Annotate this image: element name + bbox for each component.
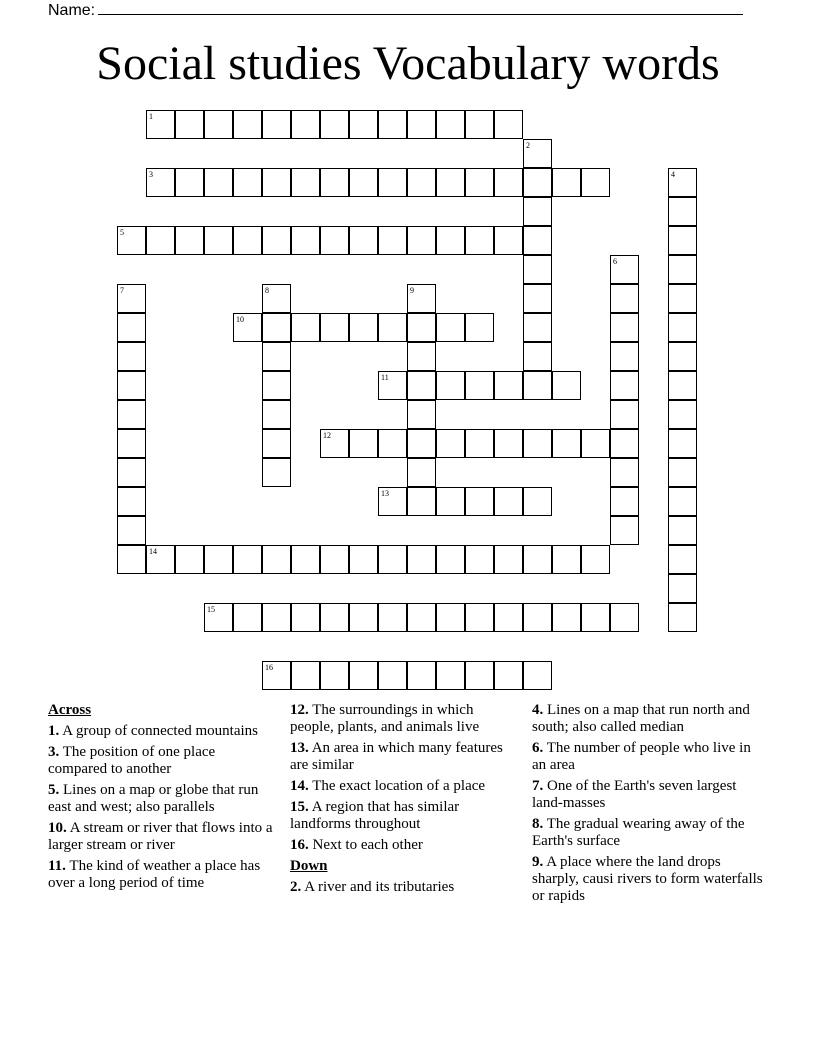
clue-across-5: 5. Lines on a map or globe that run east and west; also parallels bbox=[48, 782, 259, 815]
crossword-cell[interactable] bbox=[349, 661, 378, 690]
clue-number: 2 bbox=[526, 141, 530, 150]
crossword-cell[interactable] bbox=[204, 110, 233, 139]
crossword-cell[interactable] bbox=[523, 139, 552, 168]
crossword-cell[interactable] bbox=[552, 603, 581, 632]
crossword-cell[interactable] bbox=[465, 429, 494, 458]
crossword-cell[interactable] bbox=[494, 545, 523, 574]
crossword-cell[interactable] bbox=[610, 603, 639, 632]
crossword-cell[interactable] bbox=[146, 226, 175, 255]
crossword-cell[interactable] bbox=[291, 603, 320, 632]
crossword-cell[interactable] bbox=[610, 371, 639, 400]
clue-across-10: 10. A stream or river that flows into a larger stream or river bbox=[48, 820, 273, 853]
crossword-cell[interactable] bbox=[262, 400, 291, 429]
crossword-cell[interactable] bbox=[581, 429, 610, 458]
crossword-cell[interactable] bbox=[465, 110, 494, 139]
clue-across-16: 16. Next to each other bbox=[290, 837, 423, 853]
crossword-cell[interactable] bbox=[523, 371, 552, 400]
crossword-cell[interactable] bbox=[610, 313, 639, 342]
clue-down-4: 4. Lines on a map that run north and south; also called median bbox=[532, 702, 750, 735]
crossword-cell[interactable] bbox=[610, 458, 639, 487]
crossword-cell[interactable] bbox=[378, 168, 407, 197]
crossword-cell[interactable] bbox=[523, 255, 552, 284]
crossword-cell[interactable] bbox=[146, 110, 175, 139]
crossword-cell[interactable] bbox=[262, 545, 291, 574]
crossword-cell[interactable] bbox=[668, 371, 697, 400]
crossword-cell[interactable] bbox=[320, 545, 349, 574]
crossword-cell[interactable] bbox=[291, 168, 320, 197]
crossword-cell[interactable] bbox=[378, 110, 407, 139]
crossword-cell[interactable] bbox=[378, 226, 407, 255]
crossword-cell[interactable] bbox=[117, 458, 146, 487]
crossword-cell[interactable] bbox=[349, 603, 378, 632]
crossword-cell[interactable] bbox=[262, 429, 291, 458]
crossword-cell[interactable] bbox=[117, 342, 146, 371]
crossword-cell[interactable] bbox=[407, 545, 436, 574]
crossword-cell[interactable] bbox=[320, 661, 349, 690]
crossword-cell[interactable] bbox=[233, 168, 262, 197]
crossword-cell[interactable] bbox=[494, 110, 523, 139]
crossword-cell[interactable] bbox=[349, 429, 378, 458]
clue-number: 10 bbox=[236, 315, 244, 324]
crossword-cell[interactable] bbox=[233, 603, 262, 632]
clue-number: 13 bbox=[381, 489, 389, 498]
clue-down-2: 2. A river and its tributaries bbox=[290, 879, 455, 895]
crossword-cell[interactable] bbox=[233, 110, 262, 139]
clue-number: 16 bbox=[265, 663, 273, 672]
crossword-cell[interactable] bbox=[407, 313, 436, 342]
crossword-cell[interactable] bbox=[494, 487, 523, 516]
clue-down-9: 9. A place where the land drops sharply, causi rivers to form waterfalls or rapids bbox=[532, 854, 763, 904]
crossword-cell[interactable] bbox=[465, 545, 494, 574]
crossword-cell[interactable] bbox=[610, 429, 639, 458]
crossword-cell[interactable] bbox=[378, 429, 407, 458]
crossword-cell[interactable] bbox=[407, 429, 436, 458]
crossword-cell[interactable] bbox=[407, 226, 436, 255]
clue-across-14: 14. The exact location of a place bbox=[290, 778, 486, 794]
crossword-cell[interactable] bbox=[668, 284, 697, 313]
crossword-cell[interactable] bbox=[233, 226, 262, 255]
crossword-cell[interactable] bbox=[668, 487, 697, 516]
crossword-cell[interactable] bbox=[291, 313, 320, 342]
crossword-cell[interactable] bbox=[494, 371, 523, 400]
crossword-cell[interactable] bbox=[407, 342, 436, 371]
crossword-cell[interactable] bbox=[465, 168, 494, 197]
crossword-cell[interactable] bbox=[233, 313, 262, 342]
crossword-cell[interactable] bbox=[436, 545, 465, 574]
across-heading: Across bbox=[48, 702, 92, 718]
crossword-cell[interactable] bbox=[668, 168, 697, 197]
crossword-cell[interactable] bbox=[262, 313, 291, 342]
clue-across-11: 11. The kind of weather a place has over a long period of time bbox=[48, 858, 261, 891]
crossword-cell[interactable] bbox=[349, 110, 378, 139]
clue-number: 12 bbox=[323, 431, 331, 440]
crossword-cell[interactable] bbox=[146, 545, 175, 574]
crossword-cell[interactable] bbox=[668, 342, 697, 371]
clue-down-6: 6. The number of people who live in an area bbox=[532, 740, 751, 773]
crossword-cell[interactable] bbox=[494, 168, 523, 197]
crossword-cell[interactable] bbox=[407, 110, 436, 139]
crossword-cell[interactable] bbox=[465, 661, 494, 690]
crossword-cell[interactable] bbox=[175, 168, 204, 197]
crossword-cell[interactable] bbox=[668, 516, 697, 545]
crossword-cell[interactable] bbox=[320, 429, 349, 458]
crossword-cell[interactable] bbox=[320, 603, 349, 632]
clue-number: 11 bbox=[381, 373, 389, 382]
clue-number: 1 bbox=[149, 112, 153, 121]
clue-number: 7 bbox=[120, 286, 124, 295]
crossword-cell[interactable] bbox=[523, 487, 552, 516]
crossword-cell[interactable] bbox=[465, 313, 494, 342]
clue-across-15: 15. A region that has similar landforms throughout bbox=[290, 799, 460, 832]
crossword-cell[interactable] bbox=[349, 313, 378, 342]
crossword-cell[interactable] bbox=[436, 110, 465, 139]
crossword-cell[interactable] bbox=[494, 661, 523, 690]
crossword-cell[interactable] bbox=[320, 168, 349, 197]
crossword-cell[interactable] bbox=[465, 371, 494, 400]
down-heading: Down bbox=[290, 858, 328, 874]
crossword-cell[interactable] bbox=[436, 487, 465, 516]
crossword-cell[interactable] bbox=[436, 603, 465, 632]
crossword-cell[interactable] bbox=[262, 661, 291, 690]
crossword-cell[interactable] bbox=[610, 284, 639, 313]
crossword-cell[interactable] bbox=[378, 371, 407, 400]
clue-number: 3 bbox=[149, 170, 153, 179]
crossword-cell[interactable] bbox=[378, 545, 407, 574]
crossword-cell[interactable] bbox=[117, 545, 146, 574]
crossword-cell[interactable] bbox=[349, 226, 378, 255]
crossword-cell[interactable] bbox=[668, 400, 697, 429]
crossword-cell[interactable] bbox=[117, 371, 146, 400]
crossword-cell[interactable] bbox=[465, 487, 494, 516]
crossword-cell[interactable] bbox=[407, 661, 436, 690]
crossword-cell[interactable] bbox=[581, 168, 610, 197]
clue-number: 4 bbox=[671, 170, 675, 179]
clue-across-3: 3. The position of one place compared to another bbox=[48, 744, 216, 777]
crossword-cell[interactable] bbox=[146, 168, 175, 197]
crossword-cell[interactable] bbox=[262, 371, 291, 400]
crossword-cell[interactable] bbox=[291, 545, 320, 574]
crossword-cell[interactable] bbox=[291, 226, 320, 255]
crossword-cell[interactable] bbox=[320, 313, 349, 342]
crossword-cell[interactable] bbox=[291, 661, 320, 690]
crossword-cell[interactable] bbox=[668, 255, 697, 284]
crossword-cell[interactable] bbox=[523, 545, 552, 574]
crossword-cell[interactable] bbox=[436, 168, 465, 197]
crossword-cell[interactable] bbox=[349, 545, 378, 574]
crossword-cell[interactable] bbox=[407, 487, 436, 516]
crossword-cell[interactable] bbox=[523, 197, 552, 226]
clue-across-1: 1. A group of connected mountains bbox=[48, 723, 258, 739]
crossword-cell[interactable] bbox=[262, 458, 291, 487]
crossword-cell[interactable] bbox=[523, 313, 552, 342]
crossword-cell[interactable] bbox=[581, 603, 610, 632]
crossword-cell[interactable] bbox=[407, 400, 436, 429]
name-label: Name: bbox=[48, 2, 96, 19]
crossword-cell[interactable] bbox=[610, 342, 639, 371]
crossword-cell[interactable] bbox=[465, 603, 494, 632]
crossword-cell[interactable] bbox=[668, 197, 697, 226]
clue-number: 14 bbox=[149, 547, 157, 556]
crossword-cell[interactable] bbox=[523, 284, 552, 313]
clue-across-13: 13. An area in which many features are similar bbox=[290, 740, 503, 773]
crossword-cell[interactable] bbox=[494, 603, 523, 632]
crossword-cell[interactable] bbox=[175, 545, 204, 574]
clue-column-2 bbox=[290, 702, 518, 900]
crossword-cell[interactable] bbox=[291, 110, 320, 139]
clue-down-7: 7. One of the Earth's seven largest land-masses bbox=[532, 778, 737, 811]
crossword-cell[interactable] bbox=[407, 458, 436, 487]
crossword-cell[interactable] bbox=[494, 429, 523, 458]
clue-number: 5 bbox=[120, 228, 124, 237]
crossword-cell[interactable] bbox=[407, 284, 436, 313]
crossword-cell[interactable] bbox=[175, 226, 204, 255]
clue-number: 8 bbox=[265, 286, 269, 295]
crossword-cell[interactable] bbox=[233, 545, 262, 574]
crossword-cell[interactable] bbox=[436, 371, 465, 400]
crossword-cell[interactable] bbox=[668, 429, 697, 458]
crossword-cell[interactable] bbox=[436, 226, 465, 255]
crossword-cell[interactable] bbox=[610, 516, 639, 545]
crossword-cell[interactable] bbox=[175, 110, 204, 139]
crossword-cell[interactable] bbox=[436, 429, 465, 458]
crossword-cell[interactable] bbox=[262, 603, 291, 632]
crossword-cell[interactable] bbox=[262, 168, 291, 197]
crossword-cell[interactable] bbox=[581, 545, 610, 574]
crossword-cell[interactable] bbox=[320, 110, 349, 139]
crossword-cell[interactable] bbox=[465, 226, 494, 255]
crossword-cell[interactable] bbox=[668, 574, 697, 603]
page-title: Social studies Vocabulary words bbox=[96, 37, 720, 90]
crossword-cell[interactable] bbox=[117, 516, 146, 545]
crossword-cell[interactable] bbox=[523, 168, 552, 197]
crossword-cell[interactable] bbox=[407, 168, 436, 197]
crossword-cell[interactable] bbox=[378, 603, 407, 632]
crossword-cell[interactable] bbox=[204, 226, 233, 255]
clue-column-3 bbox=[532, 702, 764, 909]
crossword-cell[interactable] bbox=[117, 400, 146, 429]
crossword-cell[interactable] bbox=[117, 487, 146, 516]
crossword-cell[interactable] bbox=[262, 110, 291, 139]
crossword-cell[interactable] bbox=[610, 400, 639, 429]
clue-number: 15 bbox=[207, 605, 215, 614]
crossword-cell[interactable] bbox=[523, 226, 552, 255]
crossword-cell[interactable] bbox=[523, 661, 552, 690]
clue-number: 6 bbox=[613, 257, 617, 266]
crossword-cell[interactable] bbox=[668, 545, 697, 574]
crossword-cell[interactable] bbox=[204, 603, 233, 632]
clue-number: 9 bbox=[410, 286, 414, 295]
crossword-cell[interactable] bbox=[523, 342, 552, 371]
clue-across-12: 12. The surroundings in which people, plants, and animals live bbox=[290, 702, 480, 735]
crossword-cell[interactable] bbox=[494, 226, 523, 255]
crossword-cell[interactable] bbox=[349, 168, 378, 197]
crossword-cell[interactable] bbox=[436, 313, 465, 342]
crossword-cell[interactable] bbox=[668, 313, 697, 342]
crossword-cell[interactable] bbox=[378, 487, 407, 516]
crossword-cell[interactable] bbox=[262, 342, 291, 371]
crossword-cell[interactable] bbox=[552, 429, 581, 458]
crossword-cell[interactable] bbox=[523, 429, 552, 458]
crossword-cell[interactable] bbox=[552, 545, 581, 574]
crossword-cell[interactable] bbox=[436, 661, 465, 690]
crossword-cell[interactable] bbox=[610, 255, 639, 284]
crossword-cell[interactable] bbox=[204, 545, 233, 574]
crossword-cell[interactable] bbox=[378, 313, 407, 342]
crossword-cell[interactable] bbox=[262, 226, 291, 255]
crossword-cell[interactable] bbox=[407, 371, 436, 400]
crossword-cell[interactable] bbox=[610, 487, 639, 516]
crossword-cell[interactable] bbox=[262, 284, 291, 313]
clue-column-1 bbox=[48, 702, 276, 896]
crossword-cell[interactable] bbox=[523, 603, 552, 632]
crossword-cell[interactable] bbox=[407, 603, 436, 632]
crossword-cell[interactable] bbox=[117, 284, 146, 313]
crossword-cell[interactable] bbox=[117, 313, 146, 342]
crossword-cell[interactable] bbox=[668, 458, 697, 487]
crossword-cell[interactable] bbox=[668, 226, 697, 255]
crossword-cell[interactable] bbox=[320, 226, 349, 255]
crossword-cell[interactable] bbox=[668, 603, 697, 632]
crossword-cell[interactable] bbox=[117, 429, 146, 458]
crossword-cell[interactable] bbox=[552, 168, 581, 197]
crossword-cell[interactable] bbox=[552, 371, 581, 400]
clue-down-8: 8. The gradual wearing away of the Earth's surface bbox=[532, 816, 745, 849]
crossword-cell[interactable] bbox=[378, 661, 407, 690]
crossword-cell[interactable] bbox=[204, 168, 233, 197]
crossword-cell[interactable] bbox=[117, 226, 146, 255]
